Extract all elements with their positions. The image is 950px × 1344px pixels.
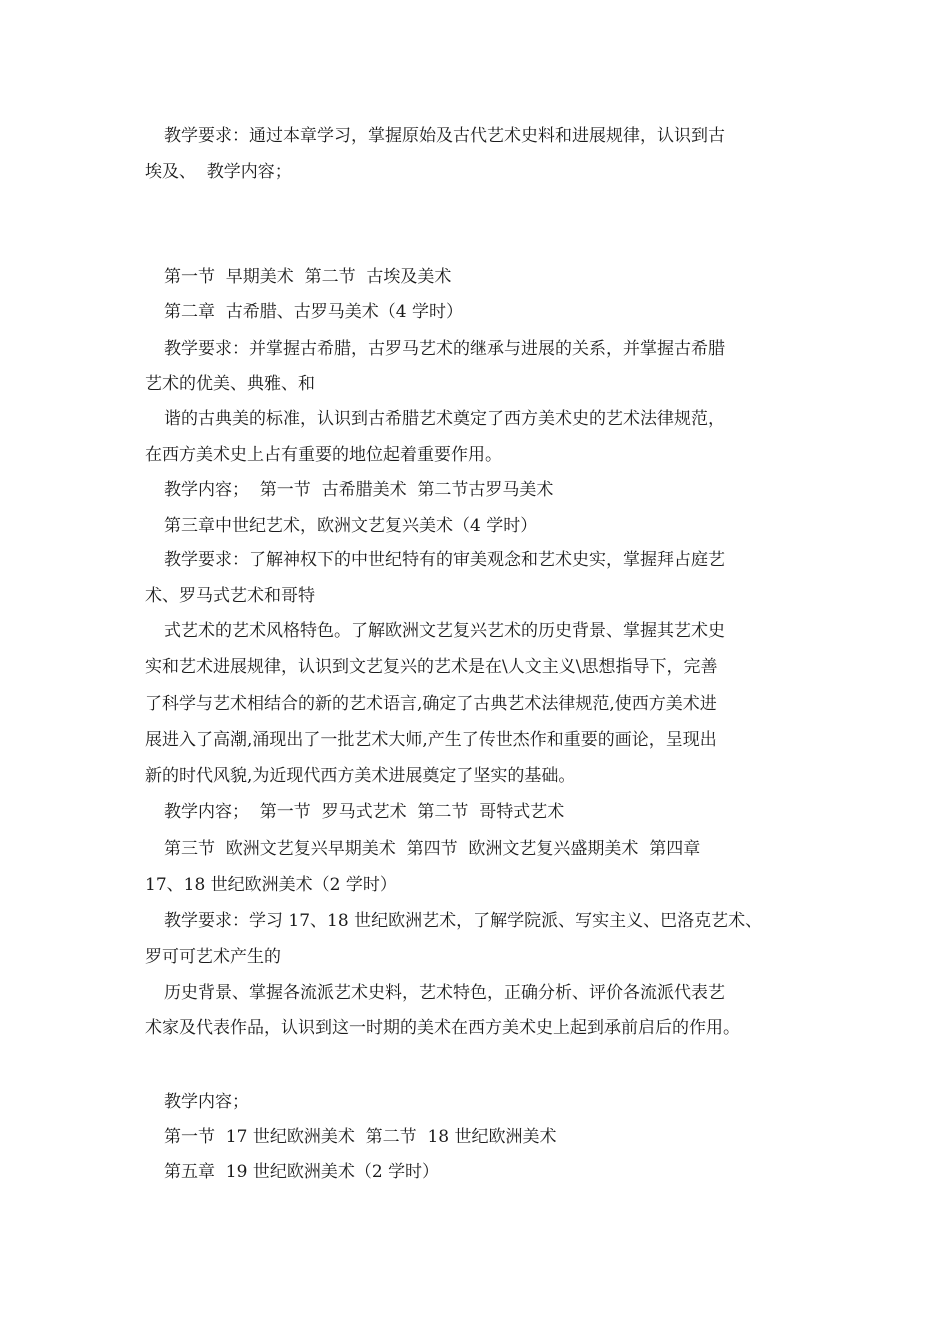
chapter-heading: 第三章中世纪艺术，欧洲文艺复兴美术（4 学时） (164, 516, 538, 536)
chapter-heading: 第二章 古希腊、古罗马美术（4 学时） (164, 302, 464, 322)
paragraph-line: 术、罗马式艺术和哥特 (145, 586, 315, 606)
paragraph-line: 罗可可艺术产生的 (145, 947, 281, 967)
paragraph-line: 式艺术的艺术风格特色。了解欧洲文艺复兴艺术的历史背景、掌握其艺术史 (164, 621, 725, 641)
section-line: 第三节 欧洲文艺复兴早期美术 第四节 欧洲文艺复兴盛期美术 第四章 (164, 839, 701, 859)
paragraph-line: 埃及、 教学内容； (145, 162, 292, 182)
paragraph-line: 艺术的优美、典雅、和 (145, 374, 315, 394)
paragraph-line: 实和艺术进展规律，认识到文艺复兴的艺术是在\人文主义\思想指导下，完善 (145, 657, 718, 677)
chapter-heading: 第五章 19 世纪欧洲美术（2 学时） (164, 1162, 440, 1182)
paragraph-line: 历史背景、掌握各流派艺术史料，艺术特色，正确分析、评价各流派代表艺 (164, 983, 725, 1003)
chapter-heading: 17、18 世纪欧洲美术（2 学时） (145, 875, 397, 895)
paragraph-line: 在西方美术史上占有重要的地位起着重要作用。 (145, 445, 502, 465)
paragraph-line: 展进入了高潮,涌现出了一批艺术大师,产生了传世杰作和重要的画论，呈现出 (145, 730, 717, 750)
section-line: 教学内容； 第一节 古希腊美术 第二节古罗马美术 (164, 480, 554, 500)
paragraph-line: 教学要求：通过本章学习，掌握原始及古代艺术史料和进展规律，认识到古 (164, 126, 725, 146)
paragraph-line: 新的时代风貌,为近现代西方美术进展奠定了坚实的基础。 (145, 766, 576, 786)
section-line: 教学内容； 第一节 罗马式艺术 第二节 哥特式艺术 (164, 802, 565, 822)
section-line: 第一节 17 世纪欧洲美术 第二节 18 世纪欧洲美术 (164, 1127, 557, 1147)
paragraph-line: 了科学与艺术相结合的新的艺术语言,确定了古典艺术法律规范,使西方美术进 (145, 694, 717, 714)
paragraph-line: 教学要求：并掌握古希腊，古罗马艺术的继承与进展的关系，并掌握古希腊 (164, 339, 725, 359)
paragraph-line: 术家及代表作品，认识到这一时期的美术在西方美术史上起到承前启后的作用。 (145, 1018, 740, 1038)
section-line: 第一节 早期美术 第二节 古埃及美术 (164, 267, 452, 287)
paragraph-line: 教学要求：了解神权下的中世纪特有的审美观念和艺术史实，掌握拜占庭艺 (164, 550, 725, 570)
paragraph-line: 谐的古典美的标准，认识到古希腊艺术奠定了西方美术史的艺术法律规范， (164, 409, 725, 429)
paragraph-line: 教学要求：学习 17、18 世纪欧洲艺术，了解学院派、写实主义、巴洛克艺术、 (164, 911, 763, 931)
section-line: 教学内容； (164, 1092, 249, 1112)
